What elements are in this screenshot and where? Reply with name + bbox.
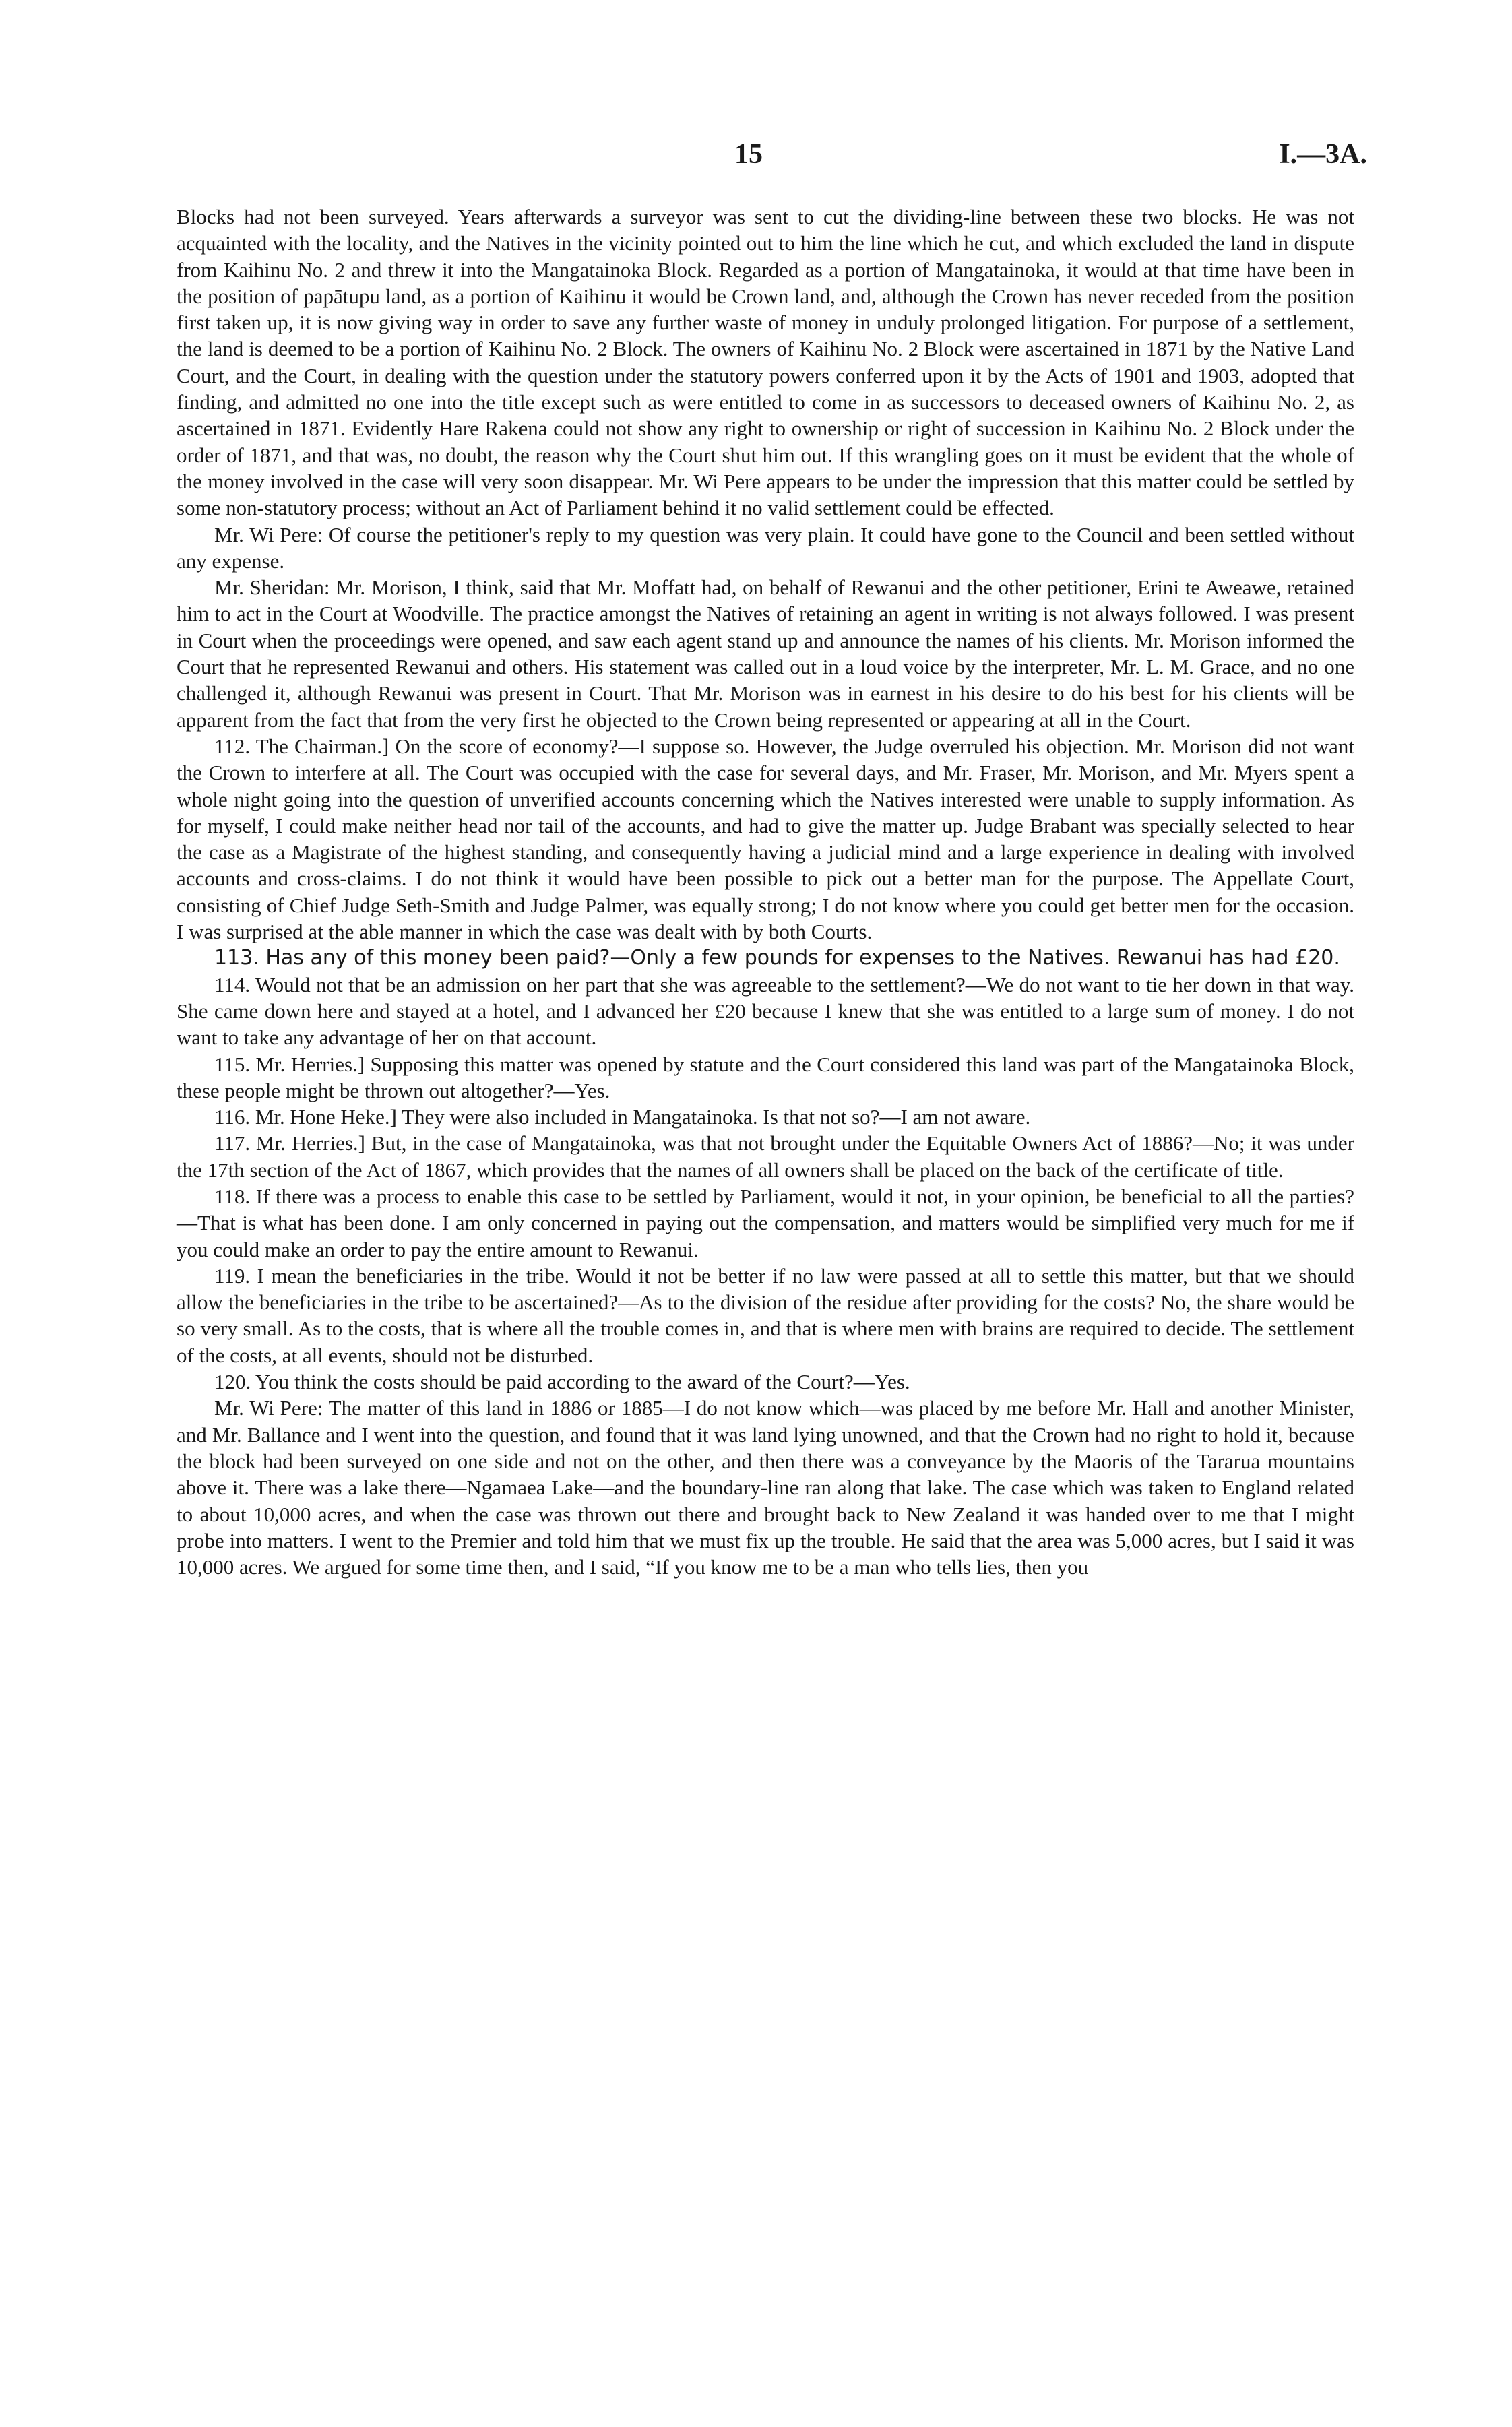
paragraph: 120. You think the costs should be paid according to the award of the Court?—Yes. — [214, 1370, 910, 1394]
paragraph: 117. Mr. Herries.] But, in the case of Mangatainoka, was that not brought under the Equitable Owners Act of 1886?—No; it was under the 17th section of the Act of 1867, which provides that the names of all owners shall be placed on the back of the certificate of title. — [177, 1131, 1354, 1182]
page-number: 15 — [734, 139, 763, 170]
paragraph: Mr. Wi Pere: Of course the petitioner's reply to my question was very plain. It could have gone to the Council and been settled without any expense. — [177, 522, 1354, 573]
paragraph: Mr. Wi Pere: The matter of this land in 1886 or 1885—I do not know which—was placed by me before Mr. Hall and another Minister, and Mr. Ballance and I went into the question, and found that it was land lying unowned, and that the Crown had no right to hold it, because the block had been surveyed on one side and not on the other, and then there was a conveyance by the Maoris of the Tararua mountains above it. There was a lake there—Ngamaea Lake—and the boundary-line ran along that lake. The case which was taken to England related to about 10,000 acres, and when the case was thrown out there and brought back to New Zealand it was handed over to me that I might probe into matters. I went to the Premier and told him that we must fix up the trouble. He said that the area was 5,000 acres, but I said it was 10,000 acres. We argued for some time then, and I said, “If you know me to be a man who tells lies, then you — [177, 1396, 1354, 1579]
paragraph: Mr. Sheridan: Mr. Morison, I think, said that Mr. Moffatt had, on behalf of Rewanui and the other petitioner, Erini te Aweawe, retained him to act in the Court at Woodville. The practice amongst the Natives of retaining an agent in writing is not always followed. I was present in Court when the proceedings were opened, and saw each agent stand up and announce the names of his clients. Mr. Morison informed the Court that he represented Rewanui and others. His statement was called out in a loud voice by the interpreter, Mr. L. M. Grace, and no one challenged it, although Rewanui was present in Court. That Mr. Morison was in earnest in his desire to do his best for his clients will be apparent from the fact that from the very first he objected to the Crown being represented or appearing at all in the Court. — [177, 575, 1354, 732]
paragraph: 118. If there was a process to enable this case to be settled by Parliament, would it not, in your opinion, be beneficial to all the parties?—That is what has been done. I am only concerned in paying out the compensation, and matters would be simplified very much for me if you could make an order to pay the entire amount to Rewanui. — [177, 1184, 1354, 1261]
paragraph: 115. Mr. Herries.] Supposing this matter was opened by statute and the Court considered this land was part of the Mangatainoka Block, these people might be thrown out altogether?—Yes. — [177, 1052, 1354, 1102]
paragraph: 114. Would not that be an admission on her part that she was agreeable to the settlement?—We do not want to tie her down in that way. She came down here and stayed at a hotel, and I advanced her £20 because I knew that she was entitled to a large sum of money. I do not want to take any advantage of her on that account. — [177, 972, 1354, 1050]
paragraph: Blocks had not been surveyed. Years afterwards a surveyor was sent to cut the dividing-line between these two blocks. He was not acquainted with the locality, and the Natives in the vicinity pointed out to him the line which he cut, and which excluded the land in dispute from Kaihinu No. 2 and threw it into the Mangatainoka Block. Regarded as a portion of Mangatainoka, it would at that time have been in the position of papātupu land, as a portion of Kaihinu it would be Crown land, and, although the Crown has never receded from the position first taken up, it is now giving way in order to save any further waste of money in unduly prolonged litigation. For purpose of a settlement, the land is deemed to be a portion of Kaihinu No. 2 Block. The owners of Kaihinu No. 2 Block were ascertained in 1871 by the Native Land Court, and the Court, in dealing with the question under the statutory powers conferred upon it by the Acts of 1901 and 1903, adopted that finding, and admitted no one into the title except such as were entitled to come in as successors to deceased owners of Kaihinu No. 2, as ascertained in 1871. Evidently Hare Rakena could not show any right to ownership or right of succession in Kaihinu No. 2 Block under the order of 1871, and that was, no doubt, the reason why the Court shut him out. If this wrangling goes on it must be evident that the whole of the money involved in the case will very soon disappear. Mr. Wi Pere appears to be under the impression that this matter could be settled by some non-statutory process; without an Act of Parliament behind it no valid settlement could be effected. — [177, 205, 1354, 520]
paragraph: 119. I mean the beneficiaries in the tribe. Would it not be better if no law were passed at all to settle this matter, but that we should allow the beneficiaries in the tribe to be ascertained?—As to the division of the residue after providing for the costs? No, the share would be so very small. As to the costs, that is where all the trouble comes in, and that is where men with brains are required to decide. The settlement of the costs, at all events, should not be disturbed. — [177, 1263, 1354, 1367]
paragraph: 116. Mr. Hone Heke.] They were also included in Mangatainoka. Is that not so?—I am not aware. — [214, 1105, 1031, 1129]
document-reference: I.—3A. — [1279, 139, 1367, 170]
body-text — [177, 203, 1354, 1580]
paragraph: 112. The Chairman.] On the score of economy?—I suppose so. However, the Judge overruled his objection. Mr. Morison did not want the Crown to interfere at all. The Court was occupied with the case for several days, and Mr. Fraser, Mr. Morison, and Mr. Myers spent a whole night going into the question of unverified accounts concerning which the Natives interested were unable to supply information. As for myself, I could make neither head nor tail of the accounts, and had to give the matter up. Judge Brabant was specially selected to hear the case as a Magistrate of the highest standing, and consequently having a judicial mind and a large experience in dealing with involved accounts and cross-claims. I do not think it would have been possible to pick out a better man for the purpose. The Appellate Court, consisting of Chief Judge Seth-Smith and Judge Palmer, was equally strong; I do not know where you could get better men for the occasion. I was surprised at the able manner in which the case was dealt with by both Courts. — [177, 734, 1354, 944]
paragraph: 113. Has any of this money been paid?—Only a few pounds for expenses to the Natives. Rewanui has had £20. — [214, 946, 1340, 970]
